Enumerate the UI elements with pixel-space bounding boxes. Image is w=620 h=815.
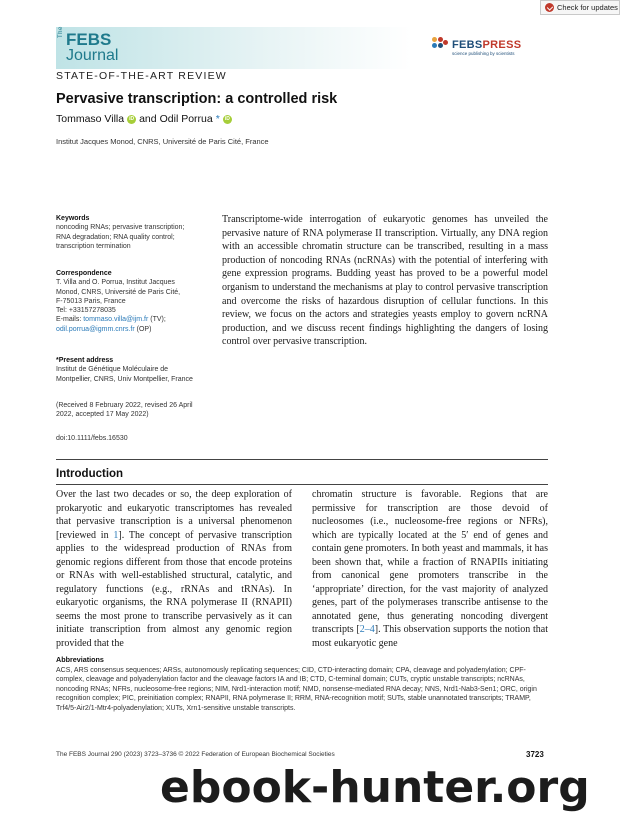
keywords-heading: Keywords <box>56 215 90 222</box>
orcid-icon[interactable]: iD <box>129 115 135 122</box>
emails-line: E-mails: tommaso.villa@ijm.fr (TV); <box>56 316 166 324</box>
section-divider <box>56 484 548 485</box>
reference-link[interactable]: 2–4 <box>359 624 375 635</box>
section-divider <box>56 459 548 460</box>
press-name: FEBSPRESS <box>452 39 522 51</box>
correspondence-block <box>56 269 206 334</box>
correspondence-line: T. Villa and O. Porrua, Institut Jacques <box>56 279 175 287</box>
check-updates-icon <box>545 3 554 12</box>
intro-column-left: Over the last two decades or so, the deep exploration of prokaryotic and eukaryotic transcriptomes has revealed that pervasive transcription is a universal phenomenon [reviewed in 1]. The concept of pervasive transcription applies to the widespread production of RNAs from genomic regions different from those that encode proteins or RNAs with well-established structural, catalytic, and regulatory functions (e.g., rRNAs and tRNAs). In eukaryotic organisms, the RNA polymerase II (RNAPII) seems the most prone to transcribe pervasively as it can initiate transcription from almost any genomic region provided that the <box>56 489 292 649</box>
author-and: and <box>139 113 157 125</box>
febs-press-dots-icon <box>432 37 448 53</box>
author-list <box>56 113 232 125</box>
keywords-line: transcription termination <box>56 242 131 250</box>
article-type: STATE-OF-THE-ART REVIEW <box>56 70 227 82</box>
keywords-line: RNA degradation; RNA quality control; <box>56 233 175 241</box>
present-address-line: Montpellier, CNRS, Univ Montpellier, France <box>56 375 193 383</box>
orcid-icon[interactable]: iD <box>224 115 230 122</box>
present-address-heading: *Present address <box>56 357 114 364</box>
affiliation: Institut Jacques Monod, CNRS, Université de Paris Cité, France <box>56 137 269 146</box>
author-porrua[interactable]: Odil Porrua <box>159 113 213 125</box>
abstract: Transcriptome-wide interrogation of eukaryotic genomes has unveiled the pervasive nature of RNA polymerase II transcription. Virtually, any DNA region with an accessible chromatin structure can be transcribed, resulting in a mass production of noncoding RNAs (ncRNAs) with the potential of interfering with gene expression programs. Budding yeast has proved to be a powerful model organism to understand the mechanisms at play to control pervasive transcription and overcome the risks of hazardous disruption of cellular functions. In this review, we focus on the actors and strategies yeasts employ to govern ncRNA production, and we discuss recent findings highlighting the dangers of losing control over pervasive transcription. <box>222 214 548 348</box>
abbreviations-text: ACS, ARS consensus sequences; ARSs, autonomously replicating sequences; CID, CTD-interacting domain; CPA, cleavage and polyadenylation; CPF-complex, cleavage and polyadenylation factor and the cleavage factors IA and IB; CTD, C-terminal domain; CUTs, cryptic unstable transcripts; ncRNAs, noncoding RNAs; NFRs, nucleosome-free regions; NIM, Nrd1-interaction motif; NMD, nonsense-mediated RNA decay; NNS, Nrd1-Nab3-Sen1; ORC, origin recognition complex; PIC, preinitiation complex; RNAPII, RNA polymerase II; RRM, RNA-recognition motif; SUTs, stable unannotated transcripts; TRAMP, Trf4/5-Air2/1-Mtr4-polyadenylation; XUTs, Xrn1-sensitive unstable transcripts. <box>56 666 537 712</box>
correspondence-line: Tel: +33157278035 <box>56 307 116 315</box>
footer-citation: The FEBS Journal 290 (2023) 3723–3736 © 2022 Federation of European Biochemical Societies <box>56 751 335 758</box>
logo-the: The <box>58 26 64 38</box>
abbreviations-block <box>56 655 548 713</box>
keywords-block <box>56 214 206 251</box>
doi[interactable]: doi:10.1111/febs.16530 <box>56 435 128 442</box>
emails-line: odil.porrua@igmm.cnrs.fr (OP) <box>56 325 152 333</box>
present-address-line: Institut de Génétique Moléculaire de <box>56 366 169 374</box>
reference-link[interactable]: 1 <box>113 529 119 541</box>
received-dates: (Received 8 February 2022, revised 26 April 2022, accepted 17 May 2022) <box>56 402 193 419</box>
email-link-porrua[interactable]: odil.porrua@igmm.cnrs.fr <box>56 325 135 333</box>
correspondence-line: Monod, CNRS, Université de Paris Cité, <box>56 288 181 296</box>
present-address-block <box>56 356 206 384</box>
abbreviations-heading: Abbreviations <box>56 655 104 664</box>
author-villa[interactable]: Tommaso Villa <box>56 113 125 125</box>
logo-febs: FEBS <box>66 30 112 49</box>
correspondence-line: F-75013 Paris, France <box>56 297 126 305</box>
check-updates-label: Check for updates <box>557 3 618 12</box>
author-note-star[interactable]: * <box>215 113 220 125</box>
email-link-villa[interactable]: tommaso.villa@ijm.fr <box>83 316 149 324</box>
press-tagline: science publishing by scientists <box>452 51 515 56</box>
page-number: 3723 <box>526 750 544 759</box>
keywords-line: noncoding RNAs; pervasive transcription; <box>56 224 185 232</box>
check-for-updates-button[interactable] <box>540 0 620 15</box>
intro-column-right: chromatin structure is favorable. Regions that are permissive for transcription are those devoid of nucleosomes (i.e., nucleosome-free regions or NFRs), which are typically located at the 5′ end of genes and contain gene promoters. In both yeast and mammals, it has been shown that, while a fraction of RNAPIIs initiating from canonical gene promoters transcribe in the ‘appropriate’ direction, for the vast majority of analyzed genes, part of the polymerases transcribe antisense to the annotated gene, thus generating noncoding divergent transcripts [2–4]. This observation supports the notion that most eukaryotic gene <box>312 489 548 649</box>
watermark: ebook-hunter.org <box>160 762 590 813</box>
introduction-heading: Introduction <box>56 468 124 480</box>
correspondence-heading: Correspondence <box>56 270 112 277</box>
article-title: Pervasive transcription: a controlled risk <box>56 91 338 107</box>
logo-journal: Journal <box>66 47 119 64</box>
